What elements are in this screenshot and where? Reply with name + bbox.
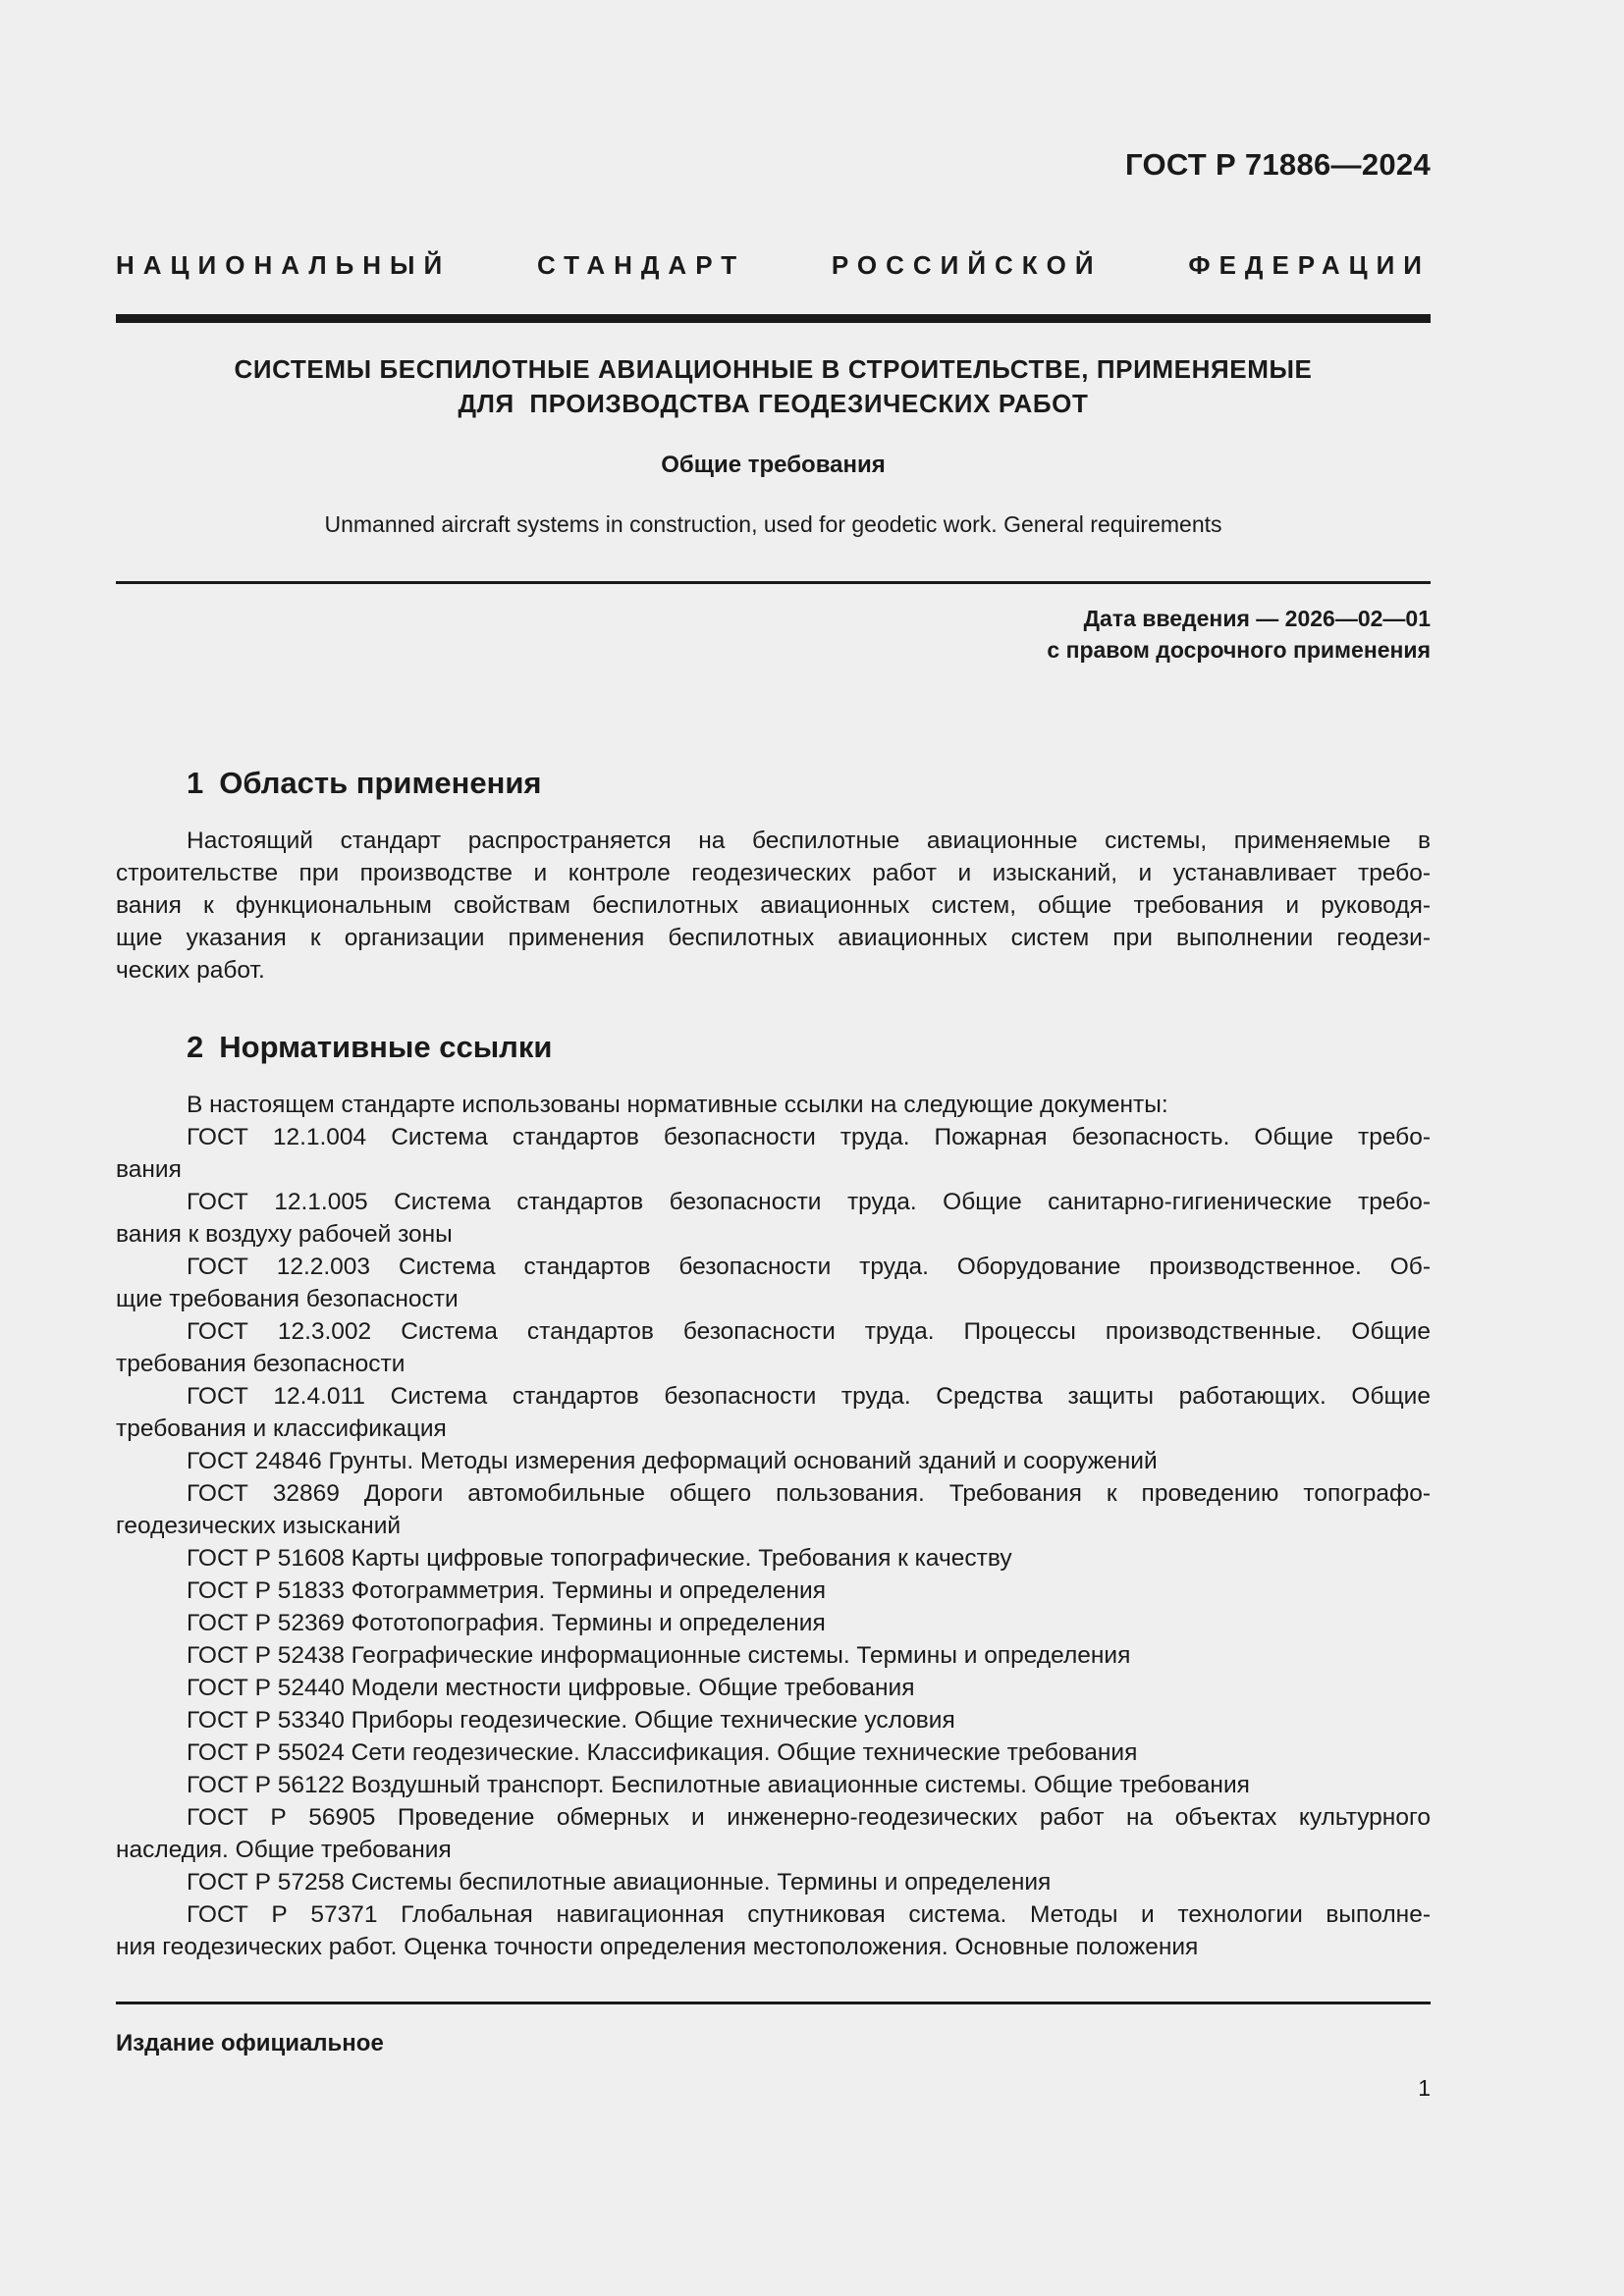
title-line-1: СИСТЕМЫ БЕСПИЛОТНЫЕ АВИАЦИОННЫЕ В СТРОИТЕЛЬСТВЕ, ПРИМЕНЯЕМЫЕ	[234, 354, 1313, 384]
text-line: В настоящем стандарте использованы нормативные ссылки на следующие документы:	[187, 1092, 1168, 1118]
text-line: вания к функциональным свойствам беспилотных авиационных систем, общие требования и руководя-	[116, 892, 1431, 919]
english-title: Unmanned aircraft systems in construction, used for geodetic work. General requirements	[324, 511, 1222, 537]
reference-line: ГОСТ 12.4.011 Система стандартов безопасности труда. Средства защиты работающих. Общие	[187, 1383, 1431, 1410]
reference-line: ГОСТ Р 52438 Географические информационные системы. Термины и определения	[187, 1642, 1131, 1669]
early-application: с правом досрочного применения	[1047, 637, 1431, 663]
reference-line: вания к воздуху рабочей зоны	[116, 1221, 453, 1248]
document-subtitle: Общие требования	[661, 452, 886, 478]
text-line: ческих работ.	[116, 957, 265, 984]
reference-line: ГОСТ Р 52440 Модели местности цифровые. Общие требования	[187, 1675, 915, 1701]
section-number: 2	[187, 1030, 204, 1064]
section-title: Нормативные ссылки	[219, 1030, 553, 1064]
reference-line: ГОСТ 12.1.004 Система стандартов безопасности труда. Пожарная безопасность. Общие требо-	[187, 1124, 1431, 1150]
intro-date-block	[1047, 603, 1431, 666]
section-title: Область применения	[219, 766, 542, 800]
section-2-body	[116, 1089, 1431, 1963]
gost-code: ГОСТ Р 71886—2024	[1125, 147, 1431, 182]
section-2-heading	[187, 1030, 552, 1065]
text-line: Настоящий стандарт распространяется на беспилотные авиационные системы, применяемые в	[187, 828, 1431, 854]
reference-line: ГОСТ 24846 Грунты. Методы измерения деформаций оснований зданий и сооружений	[187, 1448, 1158, 1474]
reference-line: ГОСТ Р 53340 Приборы геодезические. Общие технические условия	[187, 1707, 955, 1734]
footer-divider	[116, 2002, 1431, 2004]
thin-divider	[116, 581, 1431, 584]
reference-line: ГОСТ 32869 Дороги автомобильные общего пользования. Требования к проведению топографо-	[187, 1480, 1431, 1507]
reference-line: ГОСТ 12.3.002 Система стандартов безопасности труда. Процессы производственные. Общие	[187, 1318, 1431, 1345]
reference-line: щие требования безопасности	[116, 1286, 459, 1312]
title-line-2: ДЛЯ ПРОИЗВОДСТВА ГЕОДЕЗИЧЕСКИХ РАБОТ	[458, 389, 1089, 418]
reference-line: ГОСТ 12.2.003 Система стандартов безопасности труда. Оборудование производственное. Об-	[187, 1254, 1431, 1280]
reference-line: требования и классификация	[116, 1415, 447, 1442]
reference-line: ния геодезических работ. Оценка точности определения местоположения. Основные положения	[116, 1934, 1199, 1960]
reference-line: ГОСТ Р 51833 Фотограмметрия. Термины и определения	[187, 1577, 826, 1604]
text-line: щие указания к организации применения беспилотных авиационных систем при выполнении геодези-	[116, 925, 1431, 951]
reference-line: ГОСТ Р 55024 Сети геодезические. Классификация. Общие технические требования	[187, 1739, 1138, 1766]
page-number: 1	[1418, 2075, 1431, 2101]
section-number: 1	[187, 766, 204, 800]
official-edition-label: Издание официальное	[116, 2030, 384, 2056]
intro-date: Дата введения — 2026—02—01	[1083, 606, 1431, 631]
reference-line: ГОСТ Р 56122 Воздушный транспорт. Беспилотные авиационные системы. Общие требования	[187, 1772, 1250, 1798]
reference-line: ГОСТ Р 51608 Карты цифровые топографические. Требования к качеству	[187, 1545, 1012, 1572]
section-1-heading	[187, 766, 542, 801]
thick-divider	[116, 314, 1431, 323]
reference-line: геодезических изысканий	[116, 1513, 402, 1539]
reference-line: требования безопасности	[116, 1351, 406, 1377]
document-title	[116, 352, 1431, 421]
reference-line: ГОСТ Р 52369 Фототопография. Термины и определения	[187, 1610, 826, 1636]
reference-line: наследия. Общие требования	[116, 1837, 452, 1863]
reference-line: ГОСТ 12.1.005 Система стандартов безопасности труда. Общие санитарно-гигиенические требо-	[187, 1189, 1431, 1215]
section-1-body	[116, 825, 1431, 987]
reference-line: ГОСТ Р 57258 Системы беспилотные авиационные. Термины и определения	[187, 1869, 1052, 1896]
national-standard-banner: НАЦИОНАЛЬНЫЙ СТАНДАРТ РОССИЙСКОЙ ФЕДЕРАЦИИ	[116, 250, 1431, 280]
reference-line: вания	[116, 1156, 182, 1183]
reference-line: ГОСТ Р 56905 Проведение обмерных и инженерно-геодезических работ на объектах культурного	[187, 1804, 1431, 1831]
reference-line: ГОСТ Р 57371 Глобальная навигационная спутниковая система. Методы и технологии выполне-	[187, 1901, 1431, 1928]
text-line: строительстве при производстве и контроле геодезических работ и изысканий, и устанавливает требо-	[116, 860, 1431, 886]
